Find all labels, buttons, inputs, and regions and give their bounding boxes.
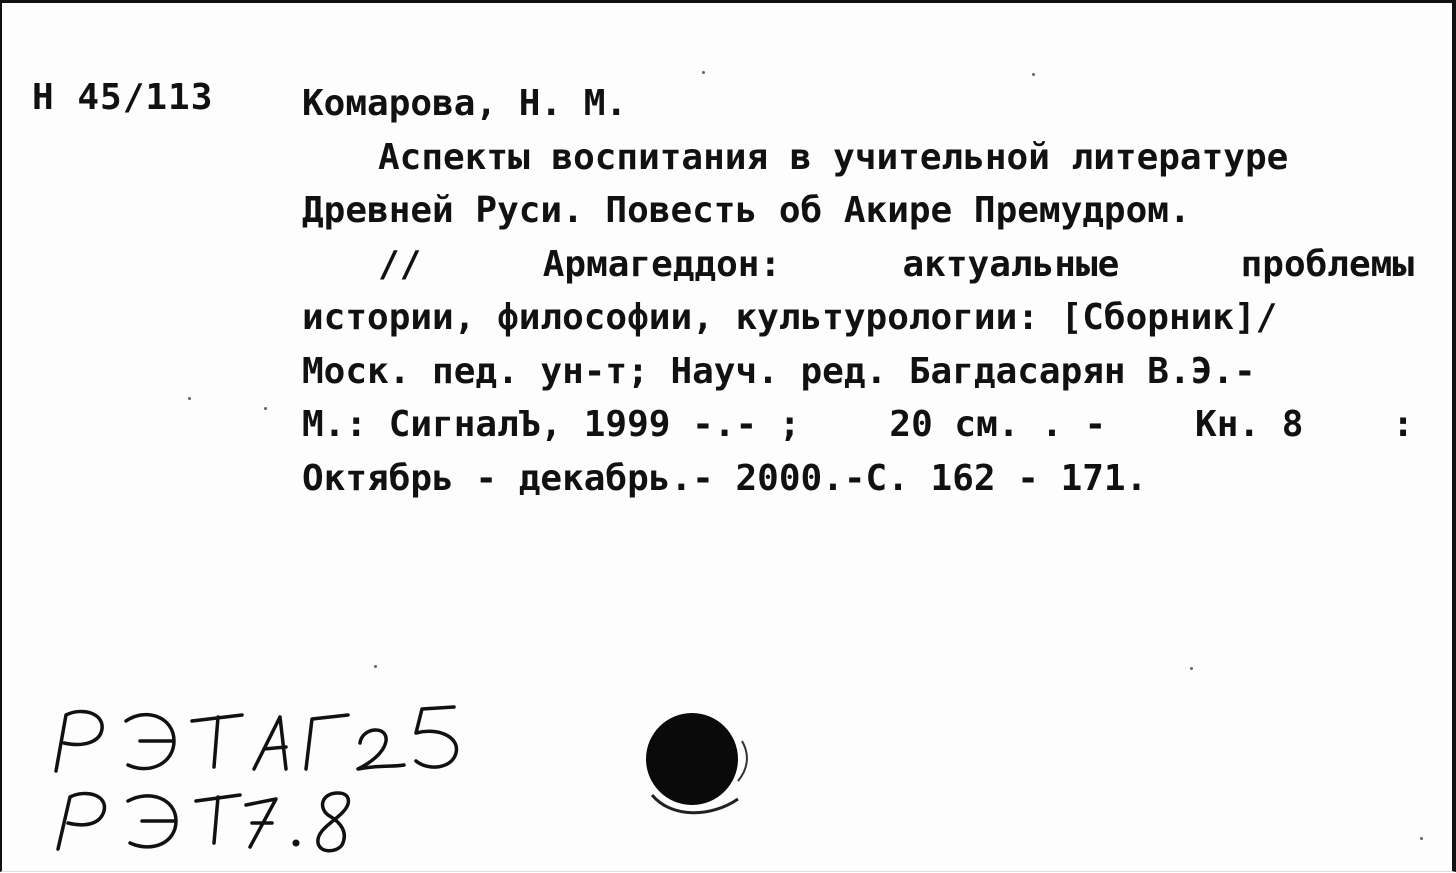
source-word: // <box>378 243 422 285</box>
imprint-part: 20 см. . - <box>889 404 1107 445</box>
imprint-part: М.: СигналЪ, 1999 -.- ; <box>302 404 801 445</box>
scan-speck <box>1190 667 1193 670</box>
shelf-mark: Н 45/113 <box>32 77 214 118</box>
imprint-part: Кн. 8 <box>1195 404 1304 445</box>
source-line-1 <box>302 238 1414 292</box>
source-word: актуальные <box>902 243 1120 285</box>
bibliographic-entry <box>302 77 1414 505</box>
scan-speck <box>264 407 267 410</box>
title-line-1: Аспекты воспитания в учительной литературе <box>378 136 1289 178</box>
imprint-line <box>302 398 1414 452</box>
imprint-part: : <box>1392 404 1414 445</box>
source-word: проблемы <box>1240 243 1414 285</box>
source-line-2: истории, философии, культурологии: [Сборник]/ <box>302 297 1278 338</box>
publisher-line: Моск. пед. ун-т; Науч. ред. Багдасарян В.Э.- <box>302 350 1256 392</box>
scan-speck <box>702 71 705 74</box>
scan-speck <box>188 397 191 400</box>
scan-speck <box>1420 837 1423 840</box>
scan-speck <box>374 665 377 668</box>
scan-speck <box>1032 73 1035 76</box>
title-line-2: Древней Руси. Повесть об Акире Премудром. <box>302 190 1191 231</box>
black-dot-mark <box>642 707 772 827</box>
author-line: Комарова, Н. М. <box>302 83 628 124</box>
source-word: Армагеддон: <box>542 243 782 285</box>
handwritten-classification-notes <box>42 693 522 873</box>
pages-line: Октябрь - декабрь.- 2000.-С. 162 - 171. <box>302 457 1148 499</box>
